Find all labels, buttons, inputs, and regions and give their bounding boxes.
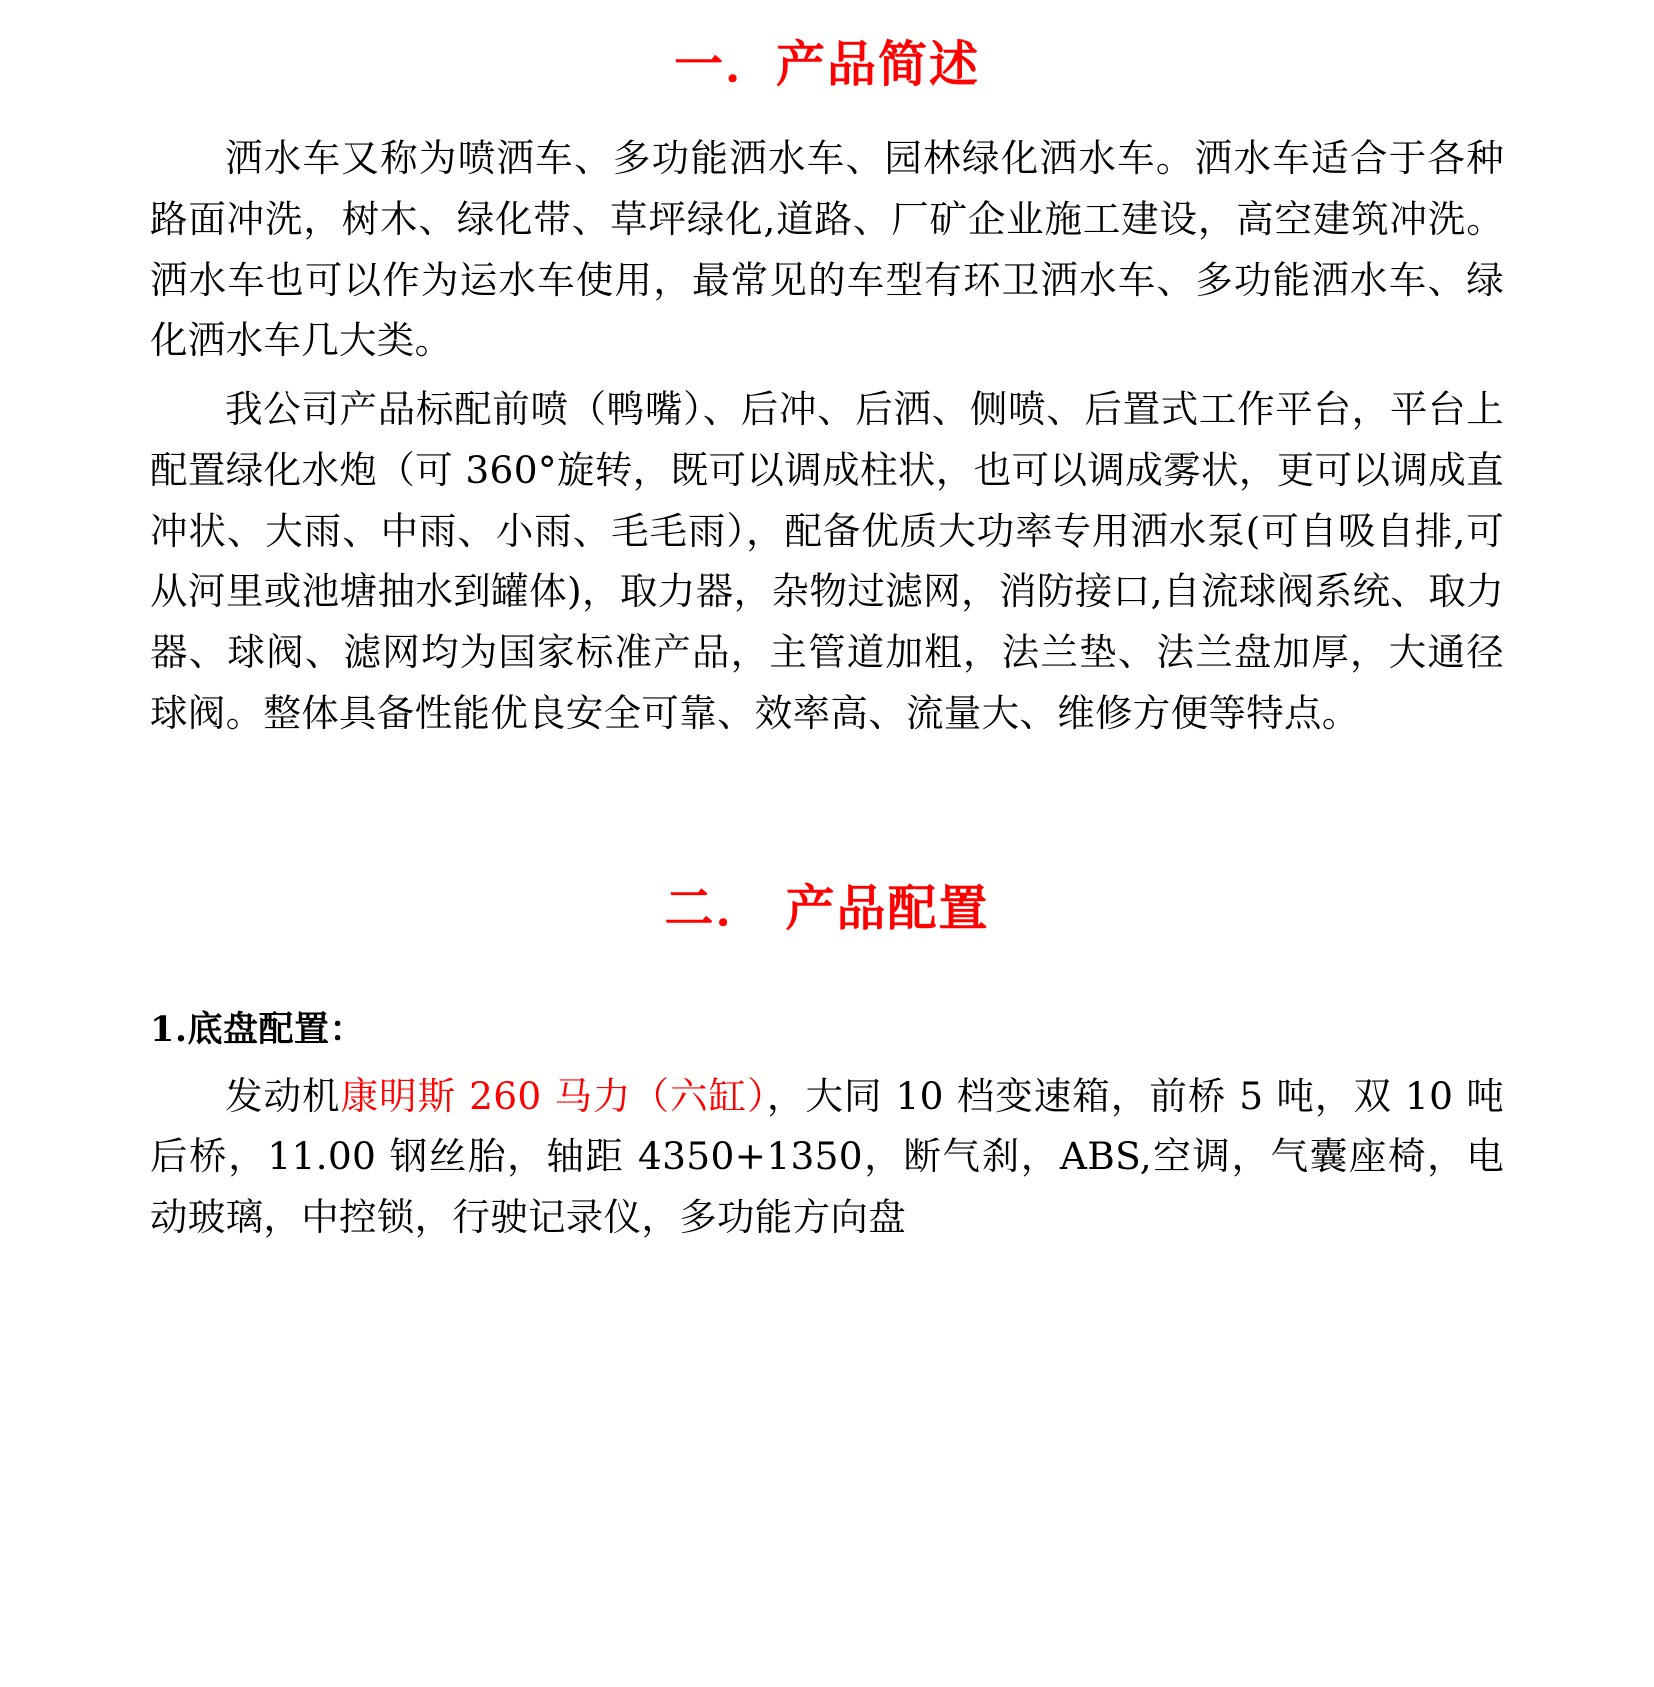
document-page	[0, 26, 1654, 1687]
chassis-text-after: ，大同 10 档变速箱，前桥 5 吨，双 10 吨后桥，11.00 钢丝胎，轴距 4350+1350，断气刹，ABS,空调，气囊座椅，电动玻璃，中控锁，行驶记录仪，多功能方向盘	[150, 1073, 1504, 1239]
chassis-text-before: 发动机	[225, 1073, 341, 1118]
chassis-engine-highlight: 康明斯 260 马力（六缸）	[340, 1073, 767, 1118]
section-heading-product-overview: 一．产品简述	[673, 35, 980, 93]
subheading-gap	[150, 1052, 1504, 1066]
paragraph-product-description: 洒水车又称为喷洒车、多功能洒水车、园林绿化洒水车。洒水车适合于各种路面冲洗，树木、绿化带、草坪绿化,道路、厂矿企业施工建设，高空建筑冲洗。洒水车也可以作为运水车使用，最常见的车型有环卫洒水车、多功能洒水车、绿化洒水车几大类。	[150, 136, 1504, 363]
paragraph-gap	[150, 371, 1504, 379]
section-heading-product-configuration: 二． 产品配置	[664, 878, 990, 937]
section-gap	[150, 744, 1504, 870]
section-product-overview-body	[150, 128, 1504, 744]
paragraph-chassis-details	[150, 1066, 1504, 1248]
subheading-chassis-configuration: 1.底盘配置：	[150, 1008, 366, 1050]
heading-gap	[150, 940, 1504, 1002]
paragraph-standard-configuration: 我公司产品标配前喷（鸭嘴）、后冲、后洒、侧喷、后置式工作平台，平台上配置绿化水炮（可 360°旋转，既可以调成柱状，也可以调成雾状，更可以调成直冲状、大雨、中雨、小雨、毛毛雨），配备优质大功率专用洒水泵(可自吸自排,可从河里或池塘抽水到罐体)，取力器，杂物过滤网，消防接口,自流球阀系统、取力器、球阀、滤网均为国家标准产品，主管道加粗，法兰垫、法兰盘加厚，大通径球阀。整体具备性能优良安全可靠、效率高、流量大、维修方便等特点。	[150, 387, 1504, 735]
